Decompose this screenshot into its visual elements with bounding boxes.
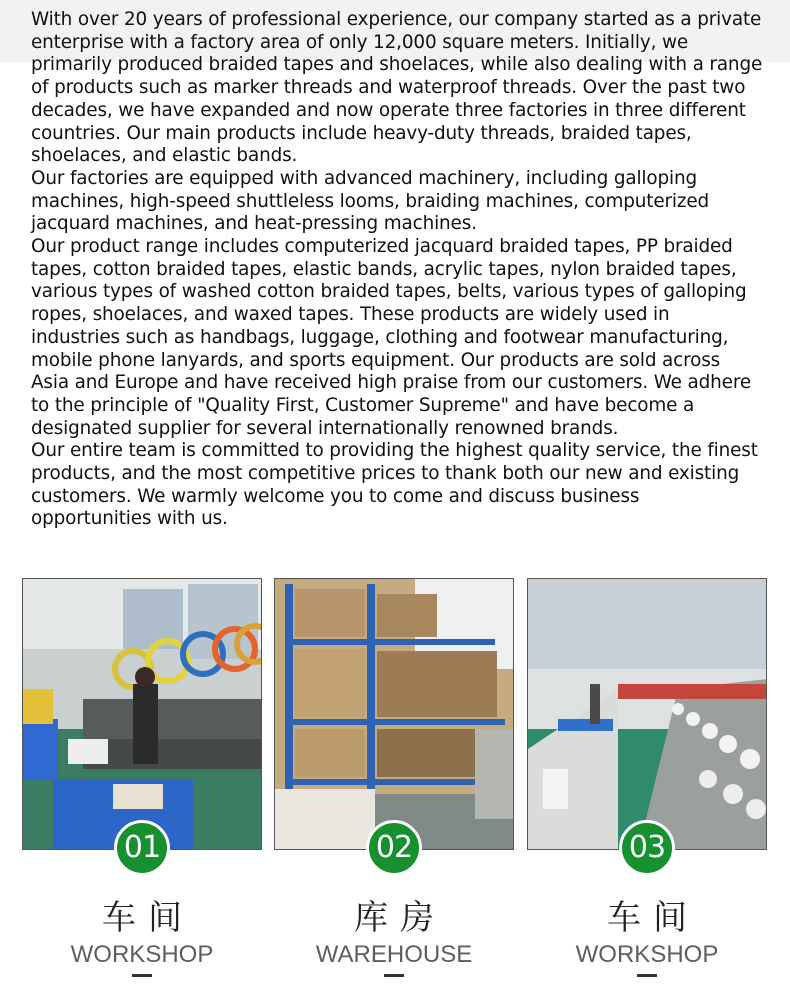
- intro-paragraph: With over 20 years of professional experience, our company started as a private enterprise with a factory area of only 12,000 square meters. Initially, we primarily produced braided tapes and shoelaces, while also dealing with a range of products such as marker threads and waterproof threads. Over the past two decades, we have expanded and now operate three factories in three different countries. Our main products include heavy-duty threads, braided tapes, shoelaces, and elastic bands.: [31, 9, 763, 167]
- badge-number: 03: [619, 820, 675, 876]
- intro-paragraph: Our entire team is committed to providing the highest quality service, the finest products, and the most competitive prices to thank both our new and existing customers. We warmly welcome you to come and discuss business opportunities with us.: [31, 440, 758, 530]
- company-intro: [31, 9, 763, 531]
- label-divider: [384, 974, 404, 977]
- cn-label: 车间: [102, 898, 194, 938]
- en-label: WORKSHOP: [575, 941, 719, 968]
- workshop-photo-2: [527, 578, 767, 850]
- en-label: WAREHOUSE: [315, 941, 473, 968]
- badge-number: 01: [114, 820, 170, 876]
- warehouse-photo: [274, 578, 514, 850]
- intro-paragraph: Our factories are equipped with advanced machinery, including galloping machines, high-speed shuttleless looms, braiding machines, computerized jacquard machines, and heat-pressing machines.: [31, 167, 710, 235]
- label-divider: [132, 974, 152, 977]
- label-divider: [637, 974, 657, 977]
- intro-paragraph: Our product range includes computerized jacquard braided tapes, PP braided tapes, cotton braided tapes, elastic bands, acrylic tapes, nylon braided tapes, various types of washed cotton braided tapes, belts, various types of galloping ropes, shoelaces, and waxed tapes. These products are widely used in industries such as handbags, luggage, clothing and footwear manufacturing, mobile phone lanyards, and sports equipment. Our products are sold across Asia and Europe and have received high praise from our customers. We adhere to the principle of "Quality First, Customer Supreme" and have become a designated supplier for several internationally renowned brands.: [31, 236, 752, 439]
- workshop-photo-1: [22, 578, 262, 850]
- cn-label: 车间: [607, 898, 699, 938]
- en-label: WORKSHOP: [70, 941, 214, 968]
- cn-label: 库房: [354, 898, 446, 938]
- badge-number: 02: [366, 820, 422, 876]
